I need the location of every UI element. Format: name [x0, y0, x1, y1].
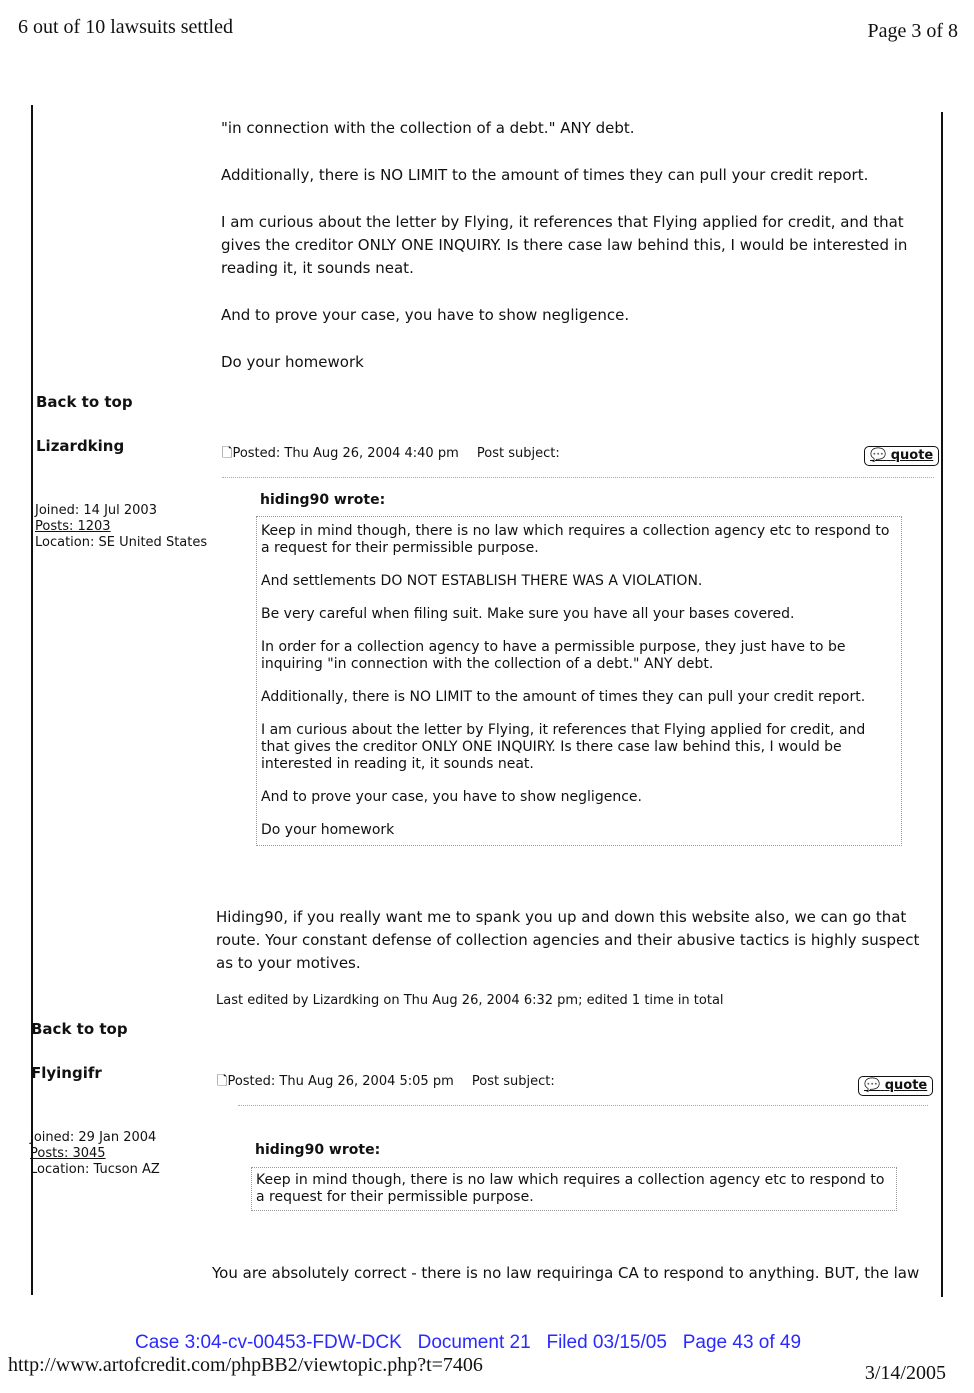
divider: [238, 1105, 928, 1106]
post-continuation: [221, 117, 921, 374]
posted-date: Posted: Thu Aug 26, 2004 5:05 pm: [227, 1074, 454, 1089]
divider: [222, 477, 934, 478]
back-to-top-link[interactable]: Back to top: [36, 393, 133, 411]
quote-label: quote: [884, 1078, 928, 1093]
post-paragraph: And to prove your case, you have to show negligence.: [221, 306, 630, 324]
quote-header: hiding90 wrote:: [255, 1142, 381, 1158]
edit-notice: Last edited by Lizardking on Thu Aug 26, 2004 6:32 pm; edited 1 time in total: [216, 993, 724, 1008]
post-body: Hiding90, if you really want me to spank you up and down this website also, we can go that route. Your constant defense of collection agencies and their abusive tactics is highly suspect as to your motives.: [216, 908, 920, 972]
quote-header: hiding90 wrote:: [260, 492, 386, 508]
post-paragraph: "in connection with the collection of a debt." ANY debt.: [221, 119, 635, 137]
right-border: [941, 112, 943, 1297]
post-body: You are absolutely correct - there is no law requiringa CA to respond to anything. BUT, the law: [212, 1264, 920, 1282]
joined-date: Joined: 29 Jan 2004: [30, 1130, 157, 1145]
source-url: http://www.artofcredit.com/phpBB2/viewtopic.php?t=7406: [8, 1354, 483, 1376]
quote-paragraph: Do your homework: [261, 822, 395, 838]
post-icon: 🗋: [222, 446, 233, 461]
quote-button[interactable]: [864, 446, 939, 466]
author-name: Lizardking: [36, 437, 125, 455]
post-header: [217, 1074, 555, 1090]
post-header: [222, 446, 560, 462]
quote-icon: 💬: [864, 1078, 881, 1093]
author-info: [35, 503, 207, 551]
quote-box: [256, 516, 902, 846]
quote-paragraph: And settlements DO NOT ESTABLISH THERE WAS A VIOLATION.: [261, 573, 703, 589]
quote-box: [251, 1167, 897, 1211]
author-name: Flyingifr: [31, 1064, 102, 1082]
posted-date: Posted: Thu Aug 26, 2004 4:40 pm: [232, 446, 459, 461]
back-to-top-link[interactable]: Back to top: [31, 1020, 128, 1038]
document-title: 6 out of 10 lawsuits settled: [18, 16, 233, 38]
quote-paragraph: Be very careful when filing suit. Make sure you have all your bases covered.: [261, 606, 795, 622]
quote-button[interactable]: [858, 1076, 933, 1096]
print-date: 3/14/2005: [864, 1362, 946, 1384]
author-info: [30, 1130, 160, 1178]
posts-count-link[interactable]: Posts: 1203: [35, 519, 111, 534]
joined-date: Joined: 14 Jul 2003: [35, 503, 157, 518]
quote-paragraph: I am curious about the letter by Flying, it references that Flying applied for credit, and that gives the creditor ONLY ONE INQUIRY. Is there case law behind this, I would be interested in reading it, it sounds neat.: [261, 722, 866, 772]
court-filing-stamp: Case 3:04-cv-00453-FDW-DCK Document 21 Filed 03/15/05 Page 43 of 49: [135, 1332, 802, 1353]
post-paragraph: Do your homework: [221, 353, 364, 371]
quote-paragraph: Keep in mind though, there is no law which requires a collection agency etc to respond to a request for their permissible purpose.: [261, 523, 890, 556]
quote-paragraph: Keep in mind though, there is no law which requires a collection agency etc to respond to a request for their permissible purpose.: [256, 1172, 885, 1205]
page-number: Page 3 of 8: [867, 20, 958, 42]
post-icon: 🗋: [217, 1074, 228, 1089]
location: Location: Tucson AZ: [30, 1162, 160, 1177]
quote-icon: 💬: [870, 448, 887, 463]
location: Location: SE United States: [35, 535, 208, 550]
quote-paragraph: And to prove your case, you have to show negligence.: [261, 789, 642, 805]
post-paragraph: I am curious about the letter by Flying, it references that Flying applied for credit, and that gives the creditor ONLY ONE INQUIRY. Is there case law behind this, I would be interested in reading it, it sounds neat.: [221, 213, 908, 277]
quote-label: quote: [890, 448, 934, 463]
post-subject: Post subject:: [471, 1074, 555, 1089]
post-paragraph: Additionally, there is NO LIMIT to the amount of times they can pull your credit report.: [221, 166, 869, 184]
quote-paragraph: In order for a collection agency to have a permissible purpose, they just have to be inquiring "in connection with the collection of a debt." ANY debt.: [261, 639, 846, 672]
left-border: [31, 105, 33, 1295]
posts-count-link[interactable]: Posts: 3045: [30, 1146, 106, 1161]
quote-paragraph: Additionally, there is NO LIMIT to the amount of times they can pull your credit report.: [261, 689, 866, 705]
post-subject: Post subject:: [476, 446, 560, 461]
